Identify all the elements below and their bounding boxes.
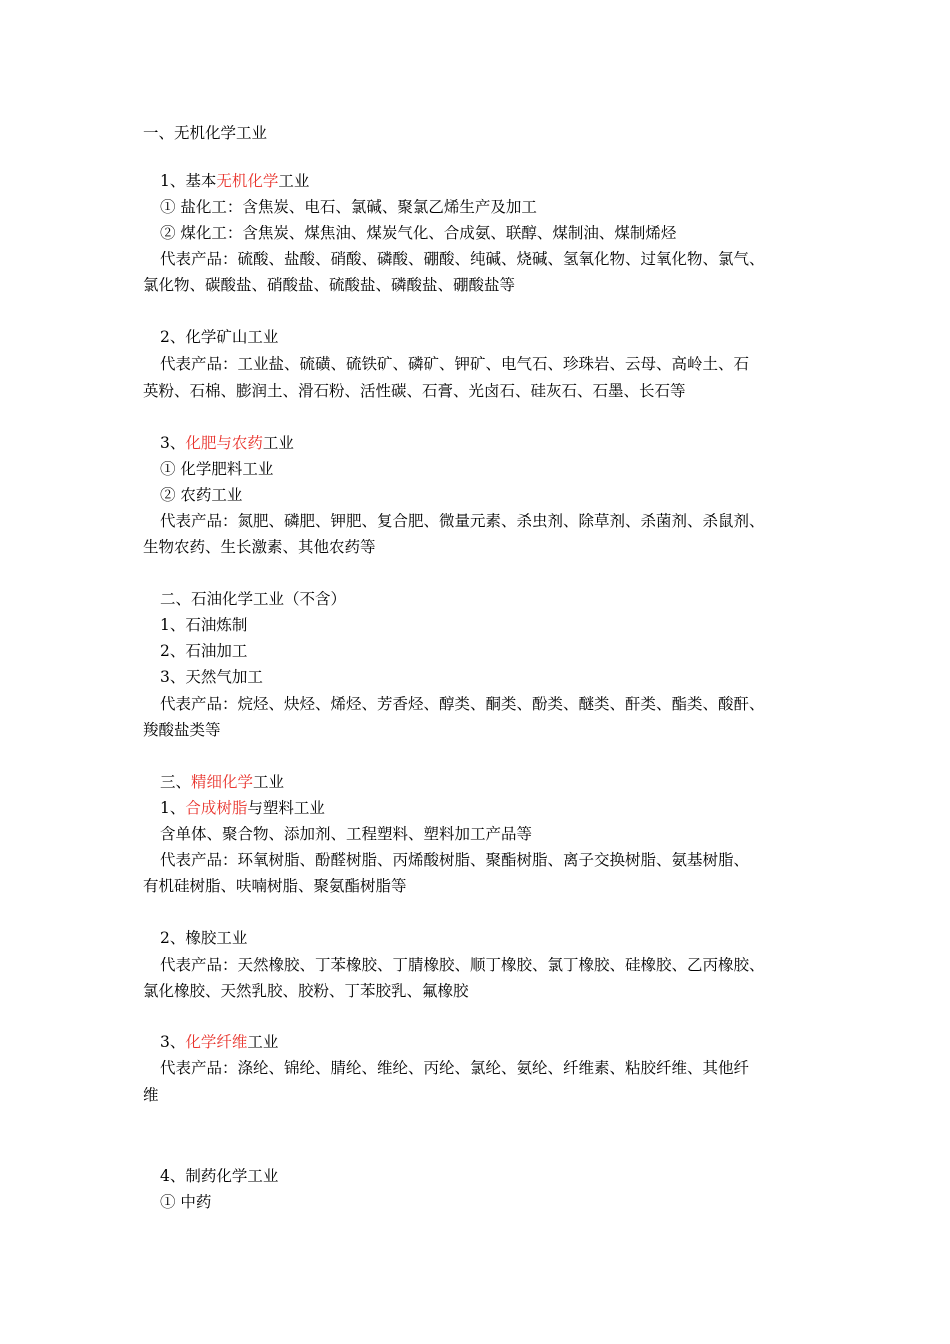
highlight-term: 化肥与农药 <box>185 434 263 452</box>
products-line: 代表产品：氮肥、磷肥、钾肥、复合肥、微量元素、杀虫剂、除草剂、杀菌剂、杀鼠剂、 <box>160 512 765 530</box>
products-line: 代表产品：烷烃、炔烃、烯烃、芳香烃、醇类、酮类、酚类、醚类、酐类、酯类、酸酐、 <box>160 695 765 713</box>
section-1-3-heading: 3、化肥与农药工业 <box>160 434 294 452</box>
list-item: ① 盐化工：含焦炭、电石、氯碱、聚氯乙烯生产及加工 <box>160 198 537 216</box>
products-line: 羧酸盐类等 <box>143 721 221 739</box>
highlight-term: 化学纤维 <box>185 1033 248 1051</box>
products-line: 氯化橡胶、天然乳胶、胶粉、丁苯胶乳、氟橡胶 <box>143 982 469 1000</box>
list-item: ① 化学肥料工业 <box>160 460 274 478</box>
description-line: 含单体、聚合物、添加剂、工程塑料、塑料加工产品等 <box>160 825 533 843</box>
section-2-heading: 二、石油化学工业（不含） <box>160 590 347 608</box>
section-3-4-heading: 4、制药化学工业 <box>160 1167 279 1185</box>
list-item: ② 煤化工：含焦炭、煤焦油、煤炭气化、合成氨、联醇、煤制油、煤制烯烃 <box>160 224 677 242</box>
section-1-2-heading: 2、化学矿山工业 <box>160 328 279 346</box>
highlight-term: 精细化学 <box>191 773 254 791</box>
section-1-heading: 一、无机化学工业 <box>143 124 268 142</box>
products-line: 维 <box>143 1086 159 1104</box>
list-item: ① 中药 <box>160 1193 212 1211</box>
section-3-heading: 三、精细化学工业 <box>160 773 285 791</box>
products-line: 英粉、石棉、膨润土、滑石粉、活性碳、石膏、光卤石、硅灰石、石墨、长石等 <box>143 382 686 400</box>
section-3-2-heading: 2、橡胶工业 <box>160 929 248 947</box>
section-3-3-heading: 3、化学纤维工业 <box>160 1033 279 1051</box>
section-1-1-heading: 1、基本无机化学工业 <box>160 172 310 190</box>
list-item: 2、石油加工 <box>160 642 248 660</box>
products-line: 代表产品：天然橡胶、丁苯橡胶、丁腈橡胶、顺丁橡胶、氯丁橡胶、硅橡胶、乙丙橡胶、 <box>160 956 765 974</box>
products-line: 代表产品：工业盐、硫磺、硫铁矿、磷矿、钾矿、电气石、珍珠岩、云母、高岭土、石 <box>160 355 750 373</box>
products-line: 有机硅树脂、呋喃树脂、聚氨酯树脂等 <box>143 877 407 895</box>
products-line: 氯化物、碳酸盐、硝酸盐、硫酸盐、磷酸盐、硼酸盐等 <box>143 276 516 294</box>
products-line: 生物农药、生长激素、其他农药等 <box>143 538 376 556</box>
list-item: 3、天然气加工 <box>160 668 263 686</box>
section-3-1-heading: 1、合成树脂与塑料工业 <box>160 799 325 817</box>
highlight-term: 无机化学 <box>216 172 279 190</box>
products-line: 代表产品：涤纶、锦纶、腈纶、维纶、丙纶、氯纶、氨纶、纤维素、粘胶纤维、其他纤 <box>160 1059 750 1077</box>
products-line: 代表产品：环氧树脂、酚醛树脂、丙烯酸树脂、聚酯树脂、离子交换树脂、氨基树脂、 <box>160 851 750 869</box>
products-line: 代表产品：硫酸、盐酸、硝酸、磷酸、硼酸、纯碱、烧碱、氢氧化物、过氧化物、氯气、 <box>160 250 765 268</box>
highlight-term: 合成树脂 <box>185 799 248 817</box>
list-item: 1、石油炼制 <box>160 616 248 634</box>
list-item: ② 农药工业 <box>160 486 243 504</box>
